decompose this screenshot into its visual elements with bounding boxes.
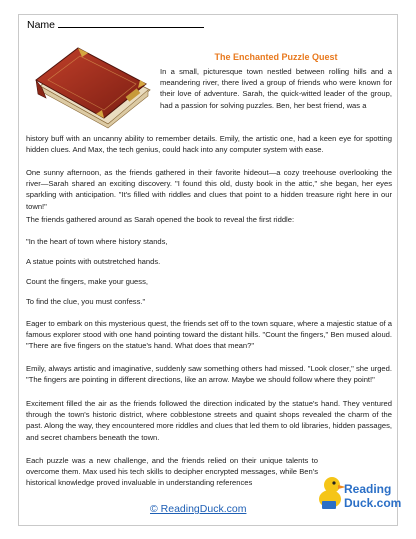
old-book-illustration — [26, 42, 154, 130]
riddle-line-2: A statue points with outstretched hands. — [26, 257, 161, 266]
name-label: Name — [27, 19, 56, 31]
paragraph-1-top: In a small, picturesque town nestled between rolling hills and a meandering river, there lived a group of friends who were known for their love of adventure. Sarah, the quick-witted leader of the group, had a passion for solving puzzles. Ben, her best friend, was a — [160, 67, 392, 110]
name-field — [27, 18, 204, 31]
reading-duck-logo — [316, 467, 402, 517]
logo-word-duck: Duck.com — [344, 496, 402, 510]
story-title: The Enchanted Puzzle Quest — [214, 52, 338, 62]
paragraph-4: Eager to embark on this mysterious quest, the friends set off to the town square, where a majestic statue of a famous explorer stood with one hand pointing toward the distant hills. "Count the fingers," Ben mused aloud. "There are five fingers on the statue's hand. What does that mean?" — [26, 319, 392, 351]
riddle-line-1: "In the heart of town where history stands, — [26, 237, 168, 246]
riddle-line-4: To find the clue, you must confess." — [26, 297, 146, 306]
readingduck-link[interactable]: © ReadingDuck.com — [150, 503, 247, 515]
logo-word-reading: Reading — [344, 482, 392, 496]
paragraph-6: Excitement filled the air as the friends followed the direction indicated by the statue's hand. They ventured through the town's historic district, where cobblestone streets and quaint shops revealed the charm of the past. Along the way, they encountered more riddles and clues that led them to old libraries, hidden passages, and secret chambers beneath the town. — [26, 399, 392, 442]
paragraph-5: Emily, always artistic and imaginative, suddenly saw something others had missed. "Look closer," she urged. "The fingers are pointing in different directions, like an arrow. Maybe we should follow where they point!" — [26, 364, 392, 385]
paragraph-2: One sunny afternoon, as the friends gathered in their favorite hideout—a cozy treehouse overlooking the river—Sarah shared an exciting discovery. "I found this old, dusty book in the attic," she began, her eyes sparkling with anticipation. "It's filled with riddles and clues that point to a hidden treasure right here in our town!" — [26, 168, 392, 211]
paragraph-1-continued: history buff with an uncanny ability to remember details. Emily, the artistic one, had a keen eye for spotting hidden clues. And Max, the tech genius, could hack into any computer system with ease. — [26, 134, 392, 155]
paragraph-7: Each puzzle was a new challenge, and the friends relied on their unique talents to overcome them. Max used his tech skills to decipher encrypted messages, while Ben's historical knowledge proved invaluable in understanding references — [26, 456, 318, 488]
riddle-line-3: Count the fingers, make your guess, — [26, 277, 148, 286]
name-blank-line — [58, 18, 204, 28]
paragraph-3: The friends gathered around as Sarah opened the book to reveal the first riddle: — [26, 215, 295, 224]
